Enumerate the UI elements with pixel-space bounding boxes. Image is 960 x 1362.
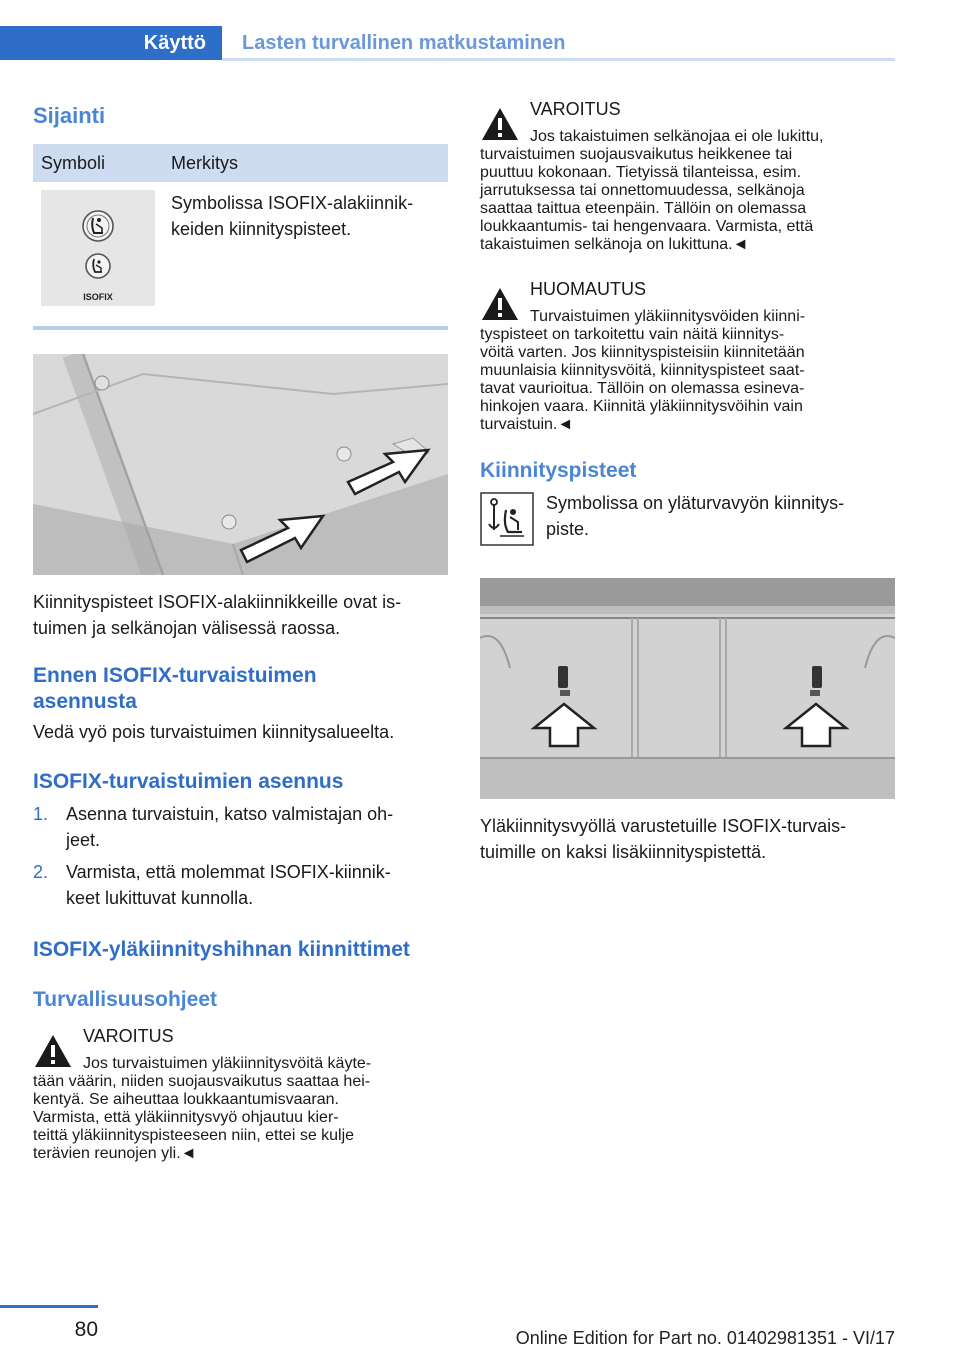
isofix-label: ISOFIX [83, 292, 113, 302]
step-2-line-1: Varmista, että molemmat ISOFIX-kiinnik- [66, 862, 391, 882]
left-column [33, 96, 448, 1163]
notice-line: hinkojen vaara. Kiinnitä yläkiinnitysvöihin vain [480, 398, 803, 415]
warning-line: saattaa taittua eteenpäin. Tällöin on olemassa [480, 200, 807, 217]
tether-caption-line-1: Yläkiinnitysvyöllä varustetuille ISOFIX-turvais- [480, 816, 847, 836]
warning-line: Varmista, että yläkiinnitysvyö ohjautuu kier- [33, 1109, 339, 1126]
table-header-row [33, 144, 448, 182]
location-heading: Sijainti [33, 103, 106, 128]
tether-anchor-icon [480, 492, 534, 546]
tether-anchors-photo [480, 578, 895, 799]
tether-warning [33, 1023, 448, 1163]
seatback-warning [480, 96, 895, 254]
warning-icon [480, 286, 520, 322]
before-heading-line-1: Ennen ISOFIX-turvaistuimen [33, 664, 317, 687]
install-heading: ISOFIX-turvaistuimien asennus [33, 770, 344, 793]
page-header [0, 0, 960, 64]
section-tab: Käyttö [0, 26, 222, 60]
notice-line: Turvaistuimen yläkiinnitysvöiden kiinni- [530, 308, 806, 325]
col-meaning-header: Merkitys [163, 144, 448, 182]
page-number: 80 [74, 1318, 98, 1341]
warning-line: terävien reunojen yli.◄ [33, 1145, 197, 1162]
warning-line: turvaistuimen suojausvaikutus heikkenee tai [480, 146, 793, 163]
photo-caption-line-1: Kiinnityspisteet ISOFIX-alakiinnikkeille ovat is- [33, 592, 402, 612]
photo-caption [33, 589, 448, 641]
symbol-cell [33, 182, 163, 316]
anchor-text [546, 490, 895, 542]
warning-line: Jos takaistuimen selkänojaa ei ole lukittu, [530, 128, 824, 145]
notice-line: turvaistuin.◄ [480, 416, 574, 433]
tether-caption-line-2: tuimille on kaksi lisäkiinnityspistettä. [480, 842, 767, 862]
warning-line: puuttuu kokonaan. Tietyissä tilanteissa, esim. [480, 164, 802, 181]
notice-line: tyspisteet on tarkoitettu vain näitä kiinnitys- [480, 326, 785, 343]
notice-title: HUOMAUTUS [530, 279, 646, 299]
meaning-line-1: Symbolissa ISOFIX-alakiinnik- [171, 193, 414, 213]
warning-line: tään väärin, niiden suojausvaikutus saattaa hei- [33, 1073, 371, 1090]
warning-line: takaistuimen selkänoja on lukittuna.◄ [480, 236, 749, 253]
anchor-text-line-2: piste. [546, 519, 590, 539]
meaning-line-2: keiden kiinnityspisteet. [171, 219, 352, 239]
before-heading [33, 663, 448, 715]
breadcrumb: Lasten turvallinen matkustaminen [242, 32, 566, 54]
notice-line: muunlaisia kiinnitysvöitä, kiinnityspisteet saat- [480, 362, 805, 379]
edition-text: Online Edition for Part no. 01402981351 - VI/17 [515, 1328, 895, 1348]
tether-heading: ISOFIX-yläkiinnityshihnan kiinnittimet [33, 938, 410, 961]
header-rule [222, 58, 895, 61]
step-2-line-2: keet lukittuvat kunnolla. [66, 888, 254, 908]
warning-line: teittä yläkiinnityspisteeseen niin, ettei se kulje [33, 1127, 355, 1144]
list-item [33, 859, 448, 911]
table-row [33, 182, 448, 316]
step-1-line-2: jeet. [66, 830, 101, 850]
symbol-table [33, 144, 448, 316]
isofix-seat-photo [33, 354, 448, 575]
step-number: 2. [33, 862, 49, 882]
install-steps [33, 801, 448, 911]
meaning-cell [163, 182, 448, 316]
safety-heading: Turvallisuusohjeet [33, 988, 217, 1011]
isofix-symbol [41, 190, 155, 306]
anchor-symbol-row [480, 490, 895, 550]
col-symbol-header: Symboli [33, 144, 163, 182]
warning-title: VAROITUS [83, 1026, 174, 1046]
warning-line: loukkaantumis- tai hengenvaara. Varmista, että [480, 218, 814, 235]
warning-line: kentyä. Se aiheuttaa loukkaantumisvaaran. [33, 1091, 339, 1108]
notice-line: tavat vaurioitua. Tällöin on olemassa esineva- [480, 380, 805, 397]
notice-line: vöitä varten. Jos kiinnityspisteisiin kiinnitetään [480, 344, 805, 361]
tether-caption [480, 813, 895, 865]
warning-line: jarrutuksessa tai onnettomuudessa, selkänoja [480, 182, 805, 199]
before-heading-line-2: asennusta [33, 690, 137, 713]
tether-notice [480, 276, 895, 434]
photo-caption-line-2: tuimen ja selkänojan välisessä raossa. [33, 618, 341, 638]
step-number: 1. [33, 804, 49, 824]
warning-icon [480, 106, 520, 142]
warning-icon [33, 1033, 73, 1069]
footer-rule [0, 1305, 98, 1308]
table-bottom-rule [33, 326, 448, 330]
before-text: Vedä vyö pois turvaistuimen kiinnitysalueelta. [33, 722, 395, 742]
right-column [480, 96, 895, 865]
step-1-line-1: Asenna turvaistuin, katso valmistajan oh- [66, 804, 394, 824]
anchor-heading: Kiinnityspisteet [480, 459, 637, 482]
warning-line: Jos turvaistuimen yläkiinnitysvöitä käyte- [83, 1055, 372, 1072]
warning-title: VAROITUS [530, 99, 621, 119]
anchor-text-line-1: Symbolissa on yläturvavyön kiinnitys- [546, 493, 845, 513]
list-item [33, 801, 448, 853]
